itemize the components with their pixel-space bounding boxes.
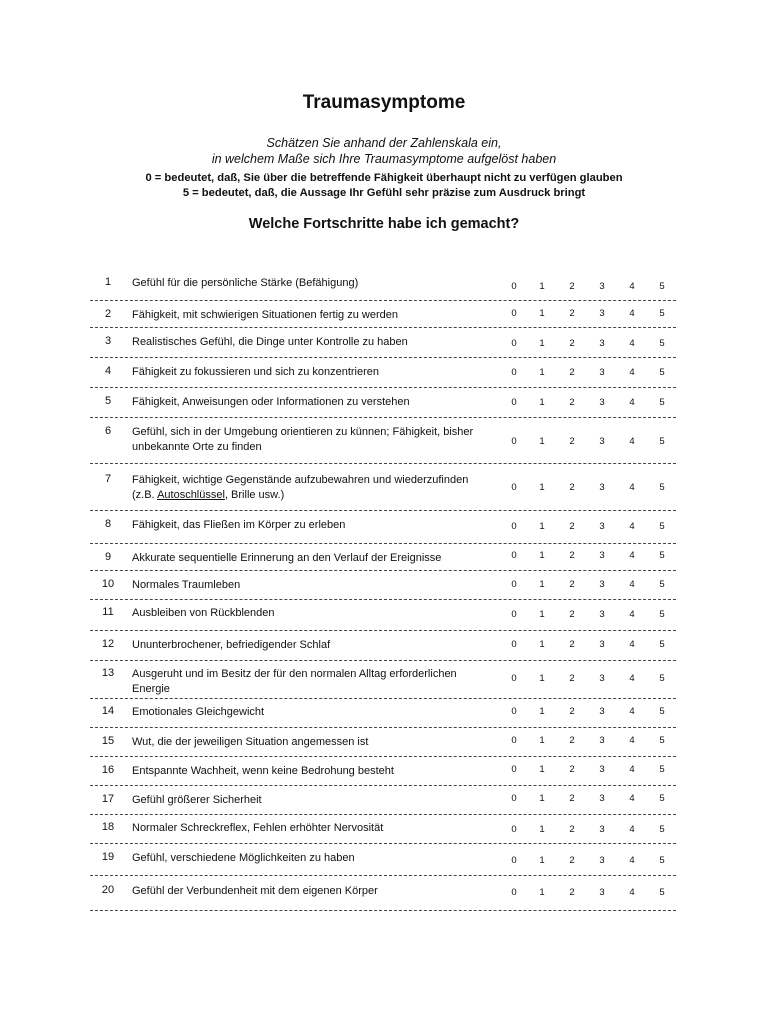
- item-text: Ausgeruht und im Besitz der für den normalen Alltag erforderlichen Energie: [132, 668, 457, 695]
- rating-option-3[interactable]: 3: [599, 639, 605, 650]
- item-number: 17: [101, 793, 115, 805]
- rating-option-1[interactable]: 1: [539, 281, 545, 292]
- rating-option-3[interactable]: 3: [599, 338, 605, 349]
- rating-option-0[interactable]: 0: [511, 308, 517, 319]
- rating-option-5[interactable]: 5: [659, 855, 665, 866]
- row-divider: [90, 300, 676, 301]
- row-divider: [90, 698, 676, 699]
- rating-option-3[interactable]: 3: [599, 887, 605, 898]
- item-number: 4: [104, 365, 112, 377]
- rating-option-5[interactable]: 5: [659, 735, 665, 746]
- rating-option-2[interactable]: 2: [569, 824, 575, 835]
- rating-option-4[interactable]: 4: [629, 887, 635, 898]
- item-text: Gefühl, sich in der Umgebung orientieren zu künnen; Fähigkeit, bisher unbekannte Orte zu finden: [132, 426, 474, 453]
- rating-option-4[interactable]: 4: [629, 793, 635, 804]
- rating-option-4[interactable]: 4: [629, 706, 635, 717]
- item-text: Wut, die der jeweiligen Situation angemessen ist: [132, 736, 369, 748]
- item-text: Gefühl, verschiedene Möglichkeiten zu haben: [132, 852, 355, 864]
- rating-option-5[interactable]: 5: [659, 706, 665, 717]
- rating-option-5[interactable]: 5: [659, 397, 665, 408]
- rating-option-1[interactable]: 1: [539, 639, 545, 650]
- rating-option-5[interactable]: 5: [659, 673, 665, 684]
- row-divider: [90, 875, 676, 876]
- rating-option-2[interactable]: 2: [569, 308, 575, 319]
- rating-option-2[interactable]: 2: [569, 397, 575, 408]
- rating-option-0[interactable]: 0: [511, 482, 517, 493]
- rating-option-5[interactable]: 5: [659, 436, 665, 447]
- rating-option-1[interactable]: 1: [539, 735, 545, 746]
- row-divider: [90, 910, 676, 911]
- item-number: 2: [104, 308, 112, 320]
- item-number: 18: [101, 821, 115, 833]
- item-number: 8: [104, 518, 112, 530]
- item-text: Fähigkeit, wichtige Gegenstände aufzubewahren und wiederzufinden (z.B. Autoschlüssel, Brille usw.): [132, 474, 469, 501]
- rating-option-3[interactable]: 3: [599, 579, 605, 590]
- item-number: 5: [104, 395, 112, 407]
- row-divider: [90, 814, 676, 815]
- rating-option-4[interactable]: 4: [629, 764, 635, 775]
- rating-option-0[interactable]: 0: [511, 855, 517, 866]
- rating-option-2[interactable]: 2: [569, 887, 575, 898]
- subtitle-line-2: in welchem Maße sich Ihre Traumasymptome aufgelöst haben: [211, 152, 557, 166]
- item-number: 19: [101, 851, 115, 863]
- item-text: Normaler Schreckreflex, Fehlen erhöhter Nervosität: [132, 822, 384, 834]
- item-number: 10: [101, 578, 115, 590]
- item-text: Normales Traumleben: [132, 579, 241, 591]
- rating-option-0[interactable]: 0: [511, 764, 517, 775]
- rating-option-3[interactable]: 3: [599, 308, 605, 319]
- item-text: Realistisches Gefühl, die Dinge unter Kontrolle zu haben: [132, 336, 408, 348]
- rating-option-3[interactable]: 3: [599, 609, 605, 620]
- item-text: Fähigkeit, mit schwierigen Situationen fertig zu werden: [132, 309, 398, 321]
- row-divider: [90, 463, 676, 464]
- row-divider: [90, 756, 676, 757]
- rating-option-2[interactable]: 2: [569, 639, 575, 650]
- item-number: 15: [101, 735, 115, 747]
- rating-option-4[interactable]: 4: [629, 436, 635, 447]
- rating-option-4[interactable]: 4: [629, 367, 635, 378]
- rating-option-4[interactable]: 4: [629, 824, 635, 835]
- item-text: Entspannte Wachheit, wenn keine Bedrohung besteht: [132, 765, 394, 777]
- row-divider: [90, 543, 676, 544]
- rating-option-3[interactable]: 3: [599, 397, 605, 408]
- rating-option-1[interactable]: 1: [539, 308, 545, 319]
- rating-option-0[interactable]: 0: [511, 609, 517, 620]
- rating-option-2[interactable]: 2: [569, 735, 575, 746]
- item-number: 16: [101, 764, 115, 776]
- rating-option-2[interactable]: 2: [569, 436, 575, 447]
- rating-option-3[interactable]: 3: [599, 855, 605, 866]
- row-divider: [90, 510, 676, 511]
- row-divider: [90, 630, 676, 631]
- rating-option-2[interactable]: 2: [569, 482, 575, 493]
- item-number: 11: [102, 606, 114, 618]
- item-number: 13: [101, 667, 115, 679]
- rating-option-3[interactable]: 3: [599, 550, 605, 561]
- rating-option-3[interactable]: 3: [599, 706, 605, 717]
- rating-option-0[interactable]: 0: [511, 397, 517, 408]
- rating-option-0[interactable]: 0: [511, 550, 517, 561]
- subtitle-line-1: Schätzen Sie anhand der Zahlenskala ein,: [266, 136, 502, 150]
- rating-option-1[interactable]: 1: [539, 436, 545, 447]
- rating-option-2[interactable]: 2: [569, 609, 575, 620]
- item-text: Gefühl für die persönliche Stärke (Befähigung): [132, 277, 359, 289]
- rating-option-1[interactable]: 1: [539, 609, 545, 620]
- rating-option-4[interactable]: 4: [629, 639, 635, 650]
- rating-option-2[interactable]: 2: [569, 579, 575, 590]
- rating-option-0[interactable]: 0: [511, 793, 517, 804]
- rating-option-0[interactable]: 0: [511, 338, 517, 349]
- rating-option-1[interactable]: 1: [539, 706, 545, 717]
- scale-explanation-5: 5 = bedeutet, daß, die Aussage Ihr Gefühl sehr präzise zum Ausdruck bringt: [182, 187, 586, 199]
- item-text: Fähigkeit zu fokussieren und sich zu konzentrieren: [132, 366, 380, 378]
- rating-option-1[interactable]: 1: [539, 550, 545, 561]
- rating-option-1[interactable]: 1: [539, 367, 545, 378]
- rating-option-3[interactable]: 3: [599, 521, 605, 532]
- row-divider: [90, 843, 676, 844]
- item-number: 20: [101, 884, 115, 896]
- row-divider: [90, 387, 676, 388]
- rating-option-5[interactable]: 5: [659, 367, 665, 378]
- rating-option-3[interactable]: 3: [599, 673, 605, 684]
- rating-option-4[interactable]: 4: [629, 673, 635, 684]
- rating-option-3[interactable]: 3: [599, 436, 605, 447]
- item-number: 14: [101, 705, 115, 717]
- rating-option-5[interactable]: 5: [659, 639, 665, 650]
- item-text: Ausbleiben von Rückblenden: [132, 607, 275, 619]
- row-divider: [90, 660, 676, 661]
- rating-option-4[interactable]: 4: [629, 482, 635, 493]
- rating-option-4[interactable]: 4: [629, 550, 635, 561]
- rating-option-1[interactable]: 1: [539, 482, 545, 493]
- item-number: 9: [104, 551, 112, 563]
- rating-option-2[interactable]: 2: [569, 367, 575, 378]
- rating-option-2[interactable]: 2: [569, 521, 575, 532]
- section-question: Welche Fortschritte habe ich gemacht?: [248, 216, 520, 232]
- rating-option-3[interactable]: 3: [599, 735, 605, 746]
- rating-option-2[interactable]: 2: [569, 793, 575, 804]
- rating-option-2[interactable]: 2: [569, 338, 575, 349]
- rating-option-3[interactable]: 3: [599, 482, 605, 493]
- rating-option-0[interactable]: 0: [511, 735, 517, 746]
- item-text: Fähigkeit, das Fließen im Körper zu erleben: [132, 519, 346, 531]
- rating-option-3[interactable]: 3: [599, 367, 605, 378]
- item-number: 3: [104, 335, 112, 347]
- rating-option-3[interactable]: 3: [599, 793, 605, 804]
- row-divider: [90, 785, 676, 786]
- item-text: Ununterbrochener, befriedigender Schlaf: [132, 639, 331, 651]
- rating-option-3[interactable]: 3: [599, 824, 605, 835]
- rating-option-5[interactable]: 5: [659, 609, 665, 620]
- item-text: Akkurate sequentielle Erinnerung an den Verlauf der Ereignisse: [132, 552, 442, 564]
- rating-option-2[interactable]: 2: [569, 281, 575, 292]
- rating-option-1[interactable]: 1: [539, 764, 545, 775]
- rating-option-2[interactable]: 2: [569, 673, 575, 684]
- rating-option-5[interactable]: 5: [659, 482, 665, 493]
- item-number: 6: [104, 425, 112, 437]
- rating-option-1[interactable]: 1: [539, 855, 545, 866]
- rating-option-2[interactable]: 2: [569, 706, 575, 717]
- page-title: Traumasymptome: [302, 92, 466, 113]
- rating-option-5[interactable]: 5: [659, 550, 665, 561]
- row-divider: [90, 570, 676, 571]
- rating-option-0[interactable]: 0: [511, 639, 517, 650]
- rating-option-4[interactable]: 4: [629, 397, 635, 408]
- item-text: Gefühl größerer Sicherheit: [132, 794, 262, 806]
- rating-option-4[interactable]: 4: [629, 855, 635, 866]
- rating-option-1[interactable]: 1: [539, 579, 545, 590]
- rating-option-2[interactable]: 2: [569, 855, 575, 866]
- rating-option-3[interactable]: 3: [599, 764, 605, 775]
- rating-option-1[interactable]: 1: [539, 521, 545, 532]
- rating-option-5[interactable]: 5: [659, 887, 665, 898]
- rating-option-1[interactable]: 1: [539, 397, 545, 408]
- rating-option-0[interactable]: 0: [511, 824, 517, 835]
- rating-option-0[interactable]: 0: [511, 673, 517, 684]
- rating-option-4[interactable]: 4: [629, 281, 635, 292]
- rating-option-5[interactable]: 5: [659, 281, 665, 292]
- rating-option-5[interactable]: 5: [659, 764, 665, 775]
- row-divider: [90, 727, 676, 728]
- rating-option-4[interactable]: 4: [629, 338, 635, 349]
- rating-option-0[interactable]: 0: [511, 521, 517, 532]
- rating-option-2[interactable]: 2: [569, 764, 575, 775]
- rating-option-5[interactable]: 5: [659, 521, 665, 532]
- row-divider: [90, 357, 676, 358]
- rating-option-4[interactable]: 4: [629, 521, 635, 532]
- row-divider: [90, 417, 676, 418]
- rating-option-4[interactable]: 4: [629, 579, 635, 590]
- scale-explanation-0: 0 = bedeutet, daß, Sie über die betreffende Fähigkeit überhaupt nicht zu verfügen glauben: [145, 172, 623, 184]
- row-divider: [90, 327, 676, 328]
- rating-option-1[interactable]: 1: [539, 338, 545, 349]
- rating-option-4[interactable]: 4: [629, 609, 635, 620]
- rating-option-4[interactable]: 4: [629, 308, 635, 319]
- rating-option-1[interactable]: 1: [539, 793, 545, 804]
- rating-option-2[interactable]: 2: [569, 550, 575, 561]
- rating-option-1[interactable]: 1: [539, 673, 545, 684]
- item-text: Gefühl der Verbundenheit mit dem eigenen Körper: [132, 885, 378, 897]
- item-number: 1: [104, 276, 112, 288]
- item-text: Fähigkeit, Anweisungen oder Informationen zu verstehen: [132, 396, 410, 408]
- rating-option-1[interactable]: 1: [539, 887, 545, 898]
- rating-option-5[interactable]: 5: [659, 793, 665, 804]
- item-text: Emotionales Gleichgewicht: [132, 706, 265, 718]
- rating-option-5[interactable]: 5: [659, 579, 665, 590]
- rating-option-0[interactable]: 0: [511, 706, 517, 717]
- rating-option-0[interactable]: 0: [511, 281, 517, 292]
- item-number: 12: [101, 638, 115, 650]
- rating-option-5[interactable]: 5: [659, 308, 665, 319]
- rating-option-0[interactable]: 0: [511, 887, 517, 898]
- rating-option-3[interactable]: 3: [599, 281, 605, 292]
- rating-option-5[interactable]: 5: [659, 338, 665, 349]
- rating-option-4[interactable]: 4: [629, 735, 635, 746]
- rating-option-1[interactable]: 1: [539, 824, 545, 835]
- rating-option-5[interactable]: 5: [659, 824, 665, 835]
- item-number: 7: [104, 473, 112, 485]
- rating-option-0[interactable]: 0: [511, 436, 517, 447]
- row-divider: [90, 599, 676, 600]
- rating-option-0[interactable]: 0: [511, 367, 517, 378]
- rating-option-0[interactable]: 0: [511, 579, 517, 590]
